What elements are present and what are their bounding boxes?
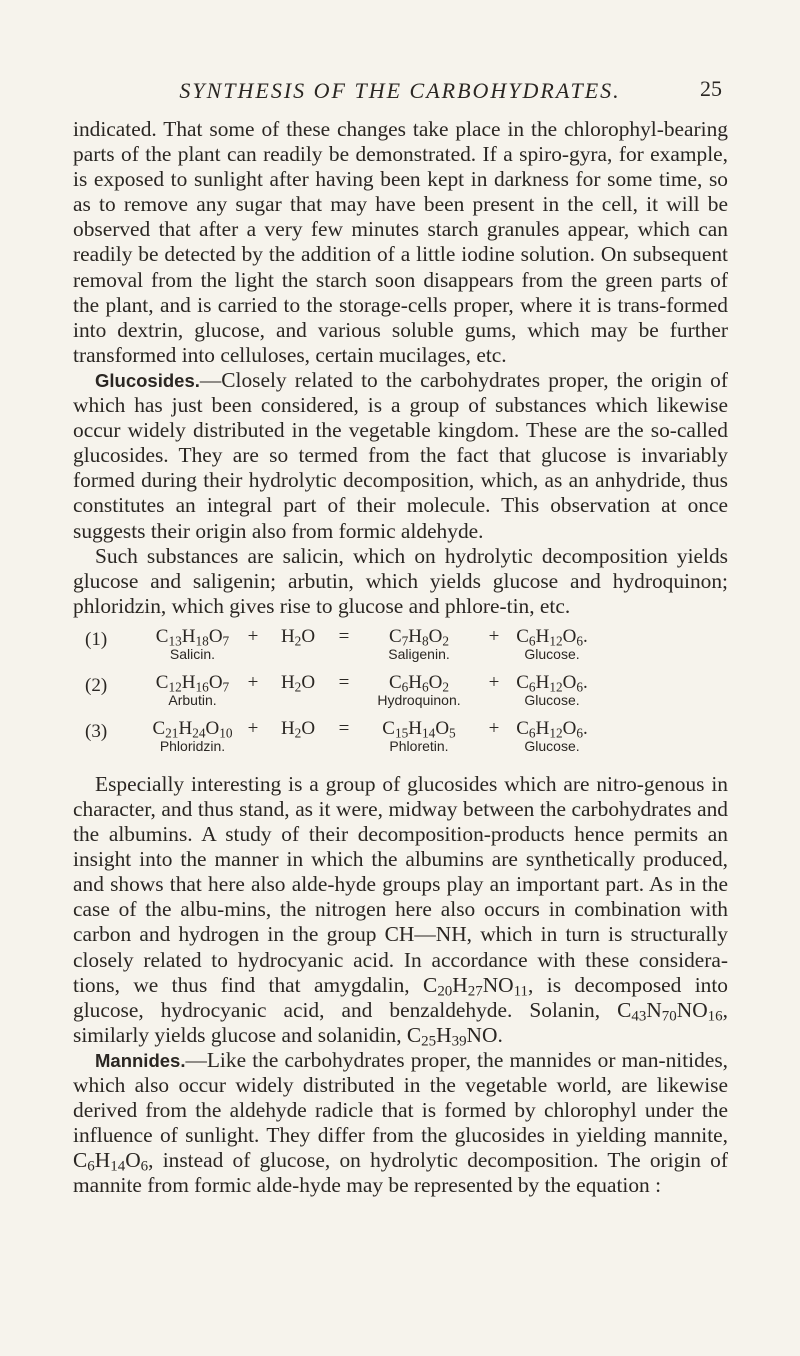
- compound-name: Hydroquinon.: [377, 691, 461, 708]
- equations-block: [73, 627, 728, 765]
- equals-sign: =: [338, 717, 350, 739]
- product: [358, 673, 480, 708]
- equation-number: (3): [85, 720, 108, 742]
- paragraph-examples: Such substances are salicin, which on hydrolytic decomposition yields glucose and saligenin; arbutin, which yields glucose and hydroquinon; phloridzin, which gives rise to glucose and phlore-tin, etc.: [73, 543, 728, 618]
- equation-number: (1): [85, 628, 108, 650]
- compound-name: Glucose.: [524, 645, 580, 662]
- chemical-formula: $C_6H_6O_2$: [388, 671, 450, 695]
- plus-sign: +: [488, 717, 500, 739]
- chemical-formula: $H_2O$: [280, 717, 316, 741]
- section-heading-mannides: Mannides.: [95, 1049, 186, 1071]
- plus-sign: +: [488, 625, 500, 647]
- compound-name: Phloridzin.: [159, 737, 226, 754]
- paragraph-glucosides: [73, 368, 728, 544]
- water: [266, 673, 330, 693]
- paragraph-intro: indicated. That some of these changes take place in the chlorophyl-bearing parts of the plant can readily be demonstrated. If a spiro-gyra, for example, is exposed to sunlight after having been kept in darkness for some time, so as to remove any sugar that may have been present in the cell, it will be observed that after a very few minutes starch granules appear, which can readily be detected by the addition of a little iodine solution. On subsequent removal from the light the starch soon disappears from the green parts of the plant, and is carried to the storage-cells proper, where it is trans-formed into dextrin, glucose, and various soluble gums, which may be further transformed into celluloses, certain mucilages, etc.: [73, 117, 728, 367]
- chemical-formula: $H_2O$: [280, 671, 316, 695]
- reactant: [145, 673, 240, 708]
- reactant: [145, 719, 240, 754]
- page-number: 25: [700, 76, 722, 101]
- product: [508, 673, 596, 708]
- section-heading-glucosides: Glucosides.: [95, 369, 200, 391]
- body-text: [73, 117, 728, 1198]
- plus-sign: +: [247, 717, 259, 739]
- product: [358, 627, 480, 662]
- chemical-formula: $C_{12}H_{16}O_7$: [155, 671, 230, 695]
- plus-sign: +: [247, 671, 259, 693]
- water: [266, 627, 330, 647]
- water: [266, 719, 330, 739]
- paragraph-text: —Closely related to the carbohydrates proper, the origin of which has just been considered, is a group of substances which likewise occur widely distributed in the vegetable kingdom. These are the so-called glucosides. They are so termed from the fact that glucose is invariably formed during their hydrolytic decomposition, which, as an anhydride, thus constitutes an integral part of their molecule. This observation at once suggests their origin also from formic aldehyde.: [73, 367, 728, 543]
- paragraph-nitrogenous-glucosides: Especially interesting is a group of glucosides which are nitro-genous in character, and thus stand, as it were, midway between the carbohydrates and the albumins. A study of their decomposition-products hence permits an insight into the manner in which the albumins are synthetically produced, and shows that here also alde-hyde groups play an important part. As in the case of the albu-mins, the nitrogen here also occurs in combination with carbon and hydrogen in the group CH—NH, which in turn is structurally closely related to hydrocyanic acid. In accordance with these considera-tions, we thus find that amygdalin, $C_{20}H_{27}NO_{11}$, is decomposed into glucose, hydrocyanic acid, and benzaldehyde. Solanin, $C_{43}N_{70}NO_{16}$, similarly yields glucose and solanidin, $C_{25}H_{39}NO$.: [73, 771, 729, 1050]
- product: [508, 627, 596, 662]
- paragraph-mannides: Mannides.—Like the carbohydrates proper, the mannides or man-nitides, which also occur widely distributed in the vegetable world, are likewise derived from the aldehyde radicle that is formed by chlorophyl under the influence of sunlight. They differ from the glucosides in yielding mannite, $C_6H_{14}O_6$, instead of glucose, on hydrolytic decomposition. The origin of mannite from formic alde-hyde may be represented by the equation :: [73, 1047, 728, 1198]
- equals-sign: =: [338, 671, 350, 693]
- compound-name: Arbutin.: [168, 691, 217, 708]
- plus-sign: +: [247, 625, 259, 647]
- chemical-formula: $H_2O$: [280, 625, 316, 649]
- compound-name: Salicin.: [169, 645, 216, 662]
- chemical-formula: $C_6H_{12}O_6$.: [516, 671, 588, 695]
- reactant: [145, 627, 240, 662]
- equation-row: [73, 673, 728, 719]
- compound-name: Glucose.: [524, 691, 580, 708]
- compound-name: Phloretin.: [389, 737, 449, 754]
- product: [358, 719, 480, 754]
- equals-sign: =: [338, 625, 350, 647]
- equation-number: (2): [85, 674, 108, 696]
- chemical-formula: $C_7H_8O_2$: [388, 625, 450, 649]
- chemical-formula: $C_{21}H_{24}O_{10}$: [152, 717, 233, 741]
- equation-row: [73, 627, 728, 673]
- plus-sign: +: [488, 671, 500, 693]
- compound-name: Saligenin.: [388, 645, 450, 662]
- compound-name: Glucose.: [524, 737, 580, 754]
- running-head: SYNTHESIS OF THE CARBOHYDRATES.: [179, 78, 621, 103]
- chemical-formula: $C_6H_{12}O_6$.: [516, 717, 588, 741]
- chemical-formula: $C_{13}H_{18}O_7$: [155, 625, 230, 649]
- product: [508, 719, 596, 754]
- equation-row: [73, 719, 728, 765]
- chemical-formula: $C_{15}H_{14}O_5$: [382, 717, 456, 741]
- chemical-formula: $C_6H_{12}O_6$.: [516, 625, 588, 649]
